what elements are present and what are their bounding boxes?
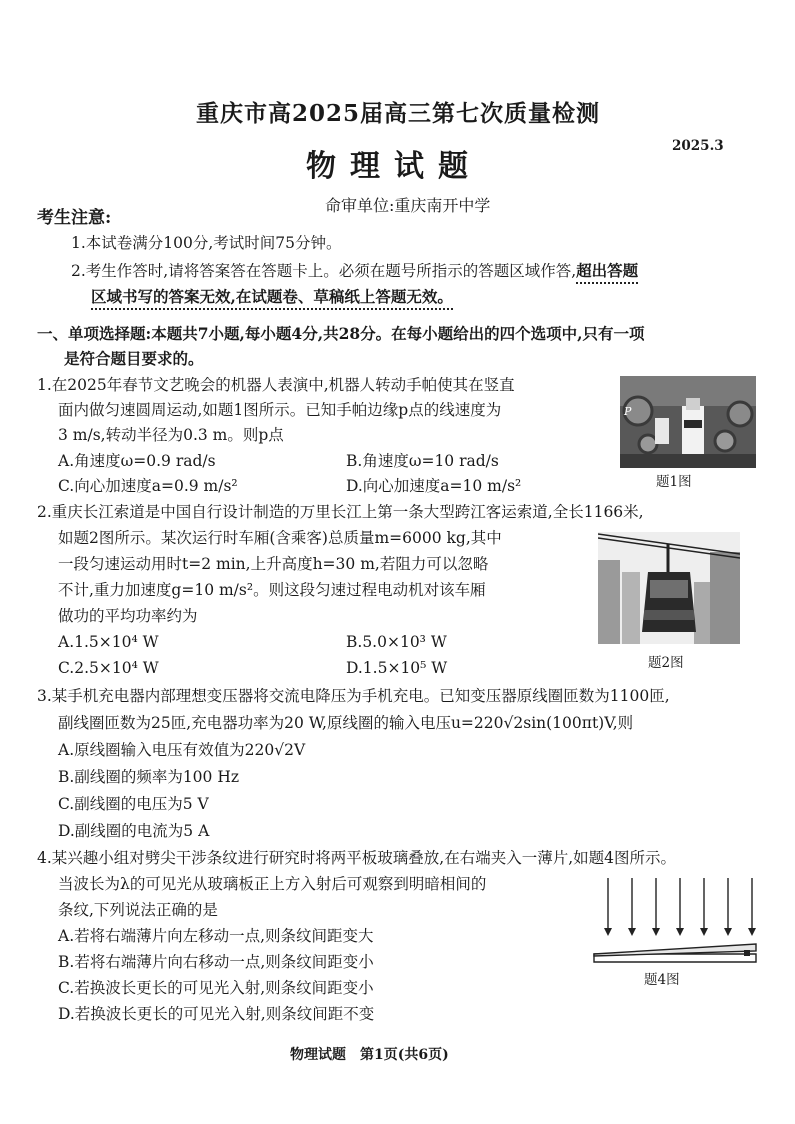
q4-line-3: 条纹,下列说法正确的是: [58, 901, 218, 919]
q3-line-1: 3.某手机充电器内部理想变压器将交流电降压为手机充电。已知变压器原线圈匝数为1100匝,: [37, 687, 670, 705]
notice-item-2-text: 2.考生作答时,请将答案答在答题卡上。必须在题号所指示的答题区域作答,: [71, 262, 577, 280]
notice-heading: 考生注意:: [37, 208, 112, 228]
q3-option-b: B.副线圈的频率为100 Hz: [58, 768, 240, 786]
q4-option-a: A.若将右端薄片向左移动一点,则条纹间距变大: [58, 927, 374, 945]
q2-line-3: 一段匀速运动用时t=2 min,上升高度h=30 m,若阻力可以忽略: [58, 555, 489, 573]
q2-line-1: 2.重庆长江索道是中国自行设计制造的万里长江上第一条大型跨江客运索道,全长1166米,: [37, 503, 644, 521]
q2-figure-caption: 题2图: [648, 655, 684, 671]
q1-robot-photo: [620, 376, 756, 468]
q2-cableway-photo: [598, 532, 740, 644]
q2-option-a: A.1.5×10⁴ W: [58, 633, 159, 651]
q2-option-c: C.2.5×10⁴ W: [58, 659, 159, 677]
q4-option-d: D.若换波长更长的可见光入射,则条纹间距不变: [58, 1005, 375, 1023]
q4-wedge-diagram: [592, 874, 764, 966]
subject-title: 物理试题: [306, 149, 482, 184]
q2-line-4: 不计,重力加速度g=10 m/s²。则这段匀速过程电动机对该车厢: [58, 581, 486, 599]
exam-date: 2025.3: [672, 138, 724, 154]
q2-line-5: 做功的平均功率约为: [58, 607, 198, 625]
notice-item-2-cont: 区域书写的答案无效,在试题卷、草稿纸上答题无效。: [91, 287, 453, 307]
q1-line-2: 面内做匀速圆周运动,如题1图所示。已知手帕边缘p点的线速度为: [58, 401, 502, 419]
q1-point-p-label: P: [624, 405, 632, 418]
setter-line: 命审单位:重庆南开中学: [325, 196, 491, 215]
q1-option-d: D.向心加速度a=10 m/s²: [346, 477, 522, 495]
notice-item-2: [71, 261, 638, 281]
q1-line-1: 1.在2025年春节文艺晚会的机器人表演中,机器人转动手帕使其在竖直: [37, 376, 515, 394]
q3-option-c: C.副线圈的电压为5 V: [58, 795, 209, 813]
q1-line-3: 3 m/s,转动半径为0.3 m。则p点: [58, 426, 284, 444]
q3-line-2: 副线圈匝数为25匝,充电器功率为20 W,原线圈的输入电压u=220√2sin(100πt)V,则: [58, 714, 634, 732]
notice-item-2-emph: 超出答题: [576, 261, 638, 284]
notice-item-1: 1.本试卷满分100分,考试时间75分钟。: [71, 234, 342, 252]
q4-line-1: 4.某兴趣小组对劈尖干涉条纹进行研究时将两平板玻璃叠放,在右端夹入一薄片,如题4图所示。: [37, 849, 677, 867]
q1-option-b: B.角速度ω=10 rad/s: [346, 452, 499, 470]
section-1-heading: 一、单项选择题:本题共7小题,每小题4分,共28分。在每小题给出的四个选项中,只有一项: [37, 324, 645, 343]
q2-option-b: B.5.0×10³ W: [346, 633, 447, 651]
q4-figure-caption: 题4图: [644, 972, 680, 988]
q3-option-a: A.原线圈输入电压有效值为220√2V: [58, 741, 306, 759]
q4-option-c: C.若换波长更长的可见光入射,则条纹间距变小: [58, 979, 374, 997]
exam-title: 重庆市高2025届高三第七次质量检测: [196, 100, 601, 127]
q3-option-d: D.副线圈的电流为5 A: [58, 822, 210, 840]
q4-line-2: 当波长为λ的可见光从玻璃板正上方入射后可观察到明暗相间的: [58, 875, 487, 893]
page-footer: 物理试题 第1页(共6页): [290, 1047, 449, 1063]
q1-option-c: C.向心加速度a=0.9 m/s²: [58, 477, 238, 495]
section-1-heading-cont: 是符合题目要求的。: [64, 349, 204, 368]
q2-line-2: 如题2图所示。某次运行时车厢(含乘客)总质量m=6000 kg,其中: [58, 529, 502, 547]
q2-option-d: D.1.5×10⁵ W: [346, 659, 448, 677]
q4-option-b: B.若将右端薄片向右移动一点,则条纹间距变小: [58, 953, 374, 971]
q1-option-a: A.角速度ω=0.9 rad/s: [58, 452, 216, 470]
q1-figure-caption: 题1图: [656, 474, 692, 490]
